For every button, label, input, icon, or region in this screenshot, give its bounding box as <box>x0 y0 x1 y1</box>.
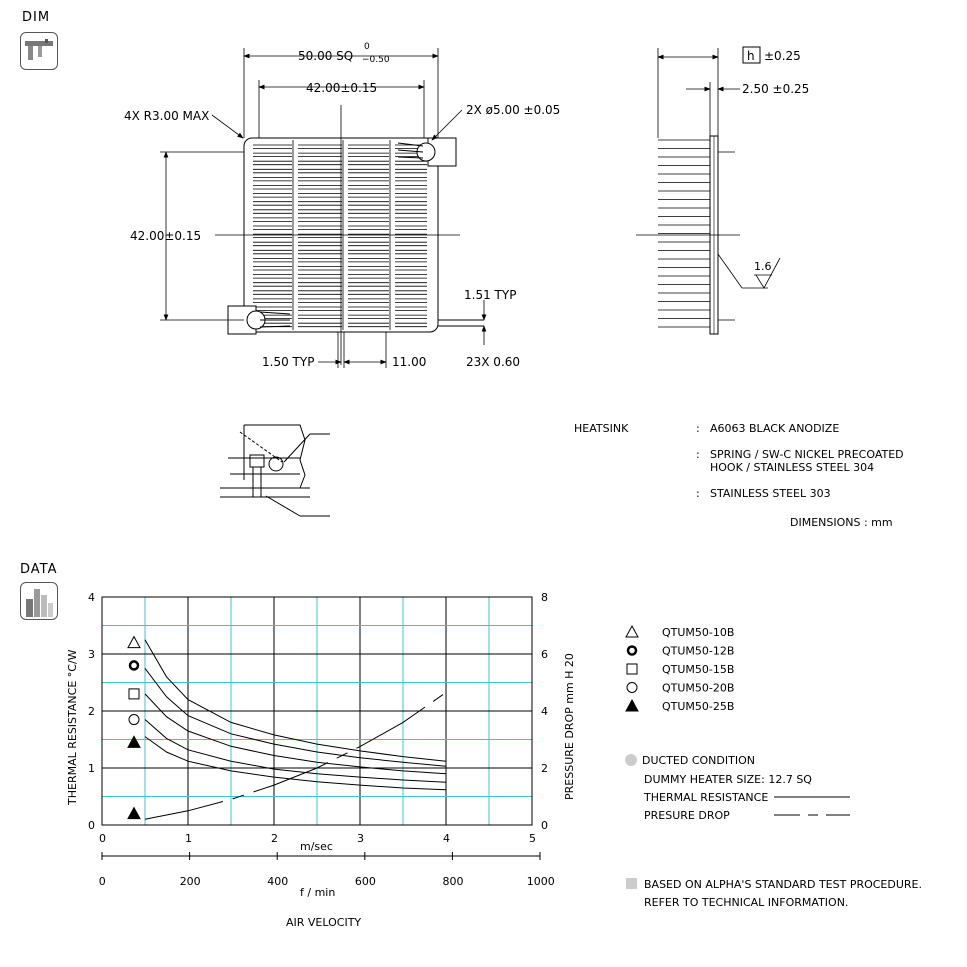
chart-curves <box>145 640 446 820</box>
material-heatsink-label: HEATSINK <box>574 422 629 435</box>
dim-pitch-h: 42.00±0.15 <box>306 81 378 95</box>
y-left-tick: 0 <box>88 819 95 832</box>
x-primary-label: m/sec <box>300 840 333 853</box>
y-left-tick: 2 <box>88 705 95 718</box>
y-left-tick: 4 <box>88 591 95 604</box>
chart-markers <box>128 637 140 819</box>
circle-open-marker <box>129 715 139 725</box>
square-open-legend-icon <box>627 664 637 674</box>
x-secondary-tick: 400 <box>267 875 289 888</box>
legend-label: QTUM50-15B <box>662 663 735 676</box>
y-left-label: THERMAL RESISTANCE °C/W <box>66 649 79 805</box>
circle-open-legend-icon <box>627 683 637 693</box>
triangle-open-marker <box>128 637 140 648</box>
performance-chart <box>66 591 576 929</box>
x-primary-tick: 3 <box>357 832 364 845</box>
triangle-filled-marker <box>128 808 140 819</box>
colon-1: : <box>696 422 700 435</box>
section-title-data: DATA <box>20 562 58 577</box>
material-heatsink-value: A6063 BLACK ANODIZE <box>710 422 840 435</box>
x-secondary-tick: 200 <box>179 875 201 888</box>
dimension-texts-side <box>742 47 809 273</box>
legend-label: QTUM50-25B <box>662 700 735 713</box>
material-spring-line2: HOOK / STAINLESS STEEL 304 <box>710 461 875 474</box>
x-primary-tick: 0 <box>99 832 106 845</box>
materials-table <box>574 422 904 529</box>
side-fins <box>658 140 710 327</box>
dim-surface-finish: 1.6 <box>754 260 772 273</box>
y-right-tick: 4 <box>541 705 548 718</box>
footnote-line1: BASED ON ALPHA'S STANDARD TEST PROCEDURE. <box>644 878 922 891</box>
footnote-line2: REFER TO TECHNICAL INFORMATION. <box>644 896 849 909</box>
square-open-marker <box>129 689 139 699</box>
thermal-curve-circle-open <box>145 720 446 783</box>
footnote-square-icon <box>626 878 637 889</box>
colon-2: : <box>696 448 700 461</box>
section-title-dim: DIM <box>22 10 51 25</box>
x-primary-tick: 1 <box>185 832 192 845</box>
test-conditions <box>625 754 922 909</box>
legend-label: QTUM50-10B <box>662 626 735 639</box>
dim-overall: 50.00 SQ <box>298 49 354 63</box>
x-title: AIR VELOCITY <box>286 916 362 929</box>
colon-3: : <box>696 487 700 500</box>
clip-detail <box>220 425 330 516</box>
triangle-filled-legend-icon <box>626 700 638 711</box>
x-primary-tick: 2 <box>271 832 278 845</box>
condition-thermal: THERMAL RESISTANCE <box>644 791 769 804</box>
triangle-open-legend-icon <box>626 626 638 637</box>
x-secondary-tick: 800 <box>442 875 464 888</box>
thermal-curve-triangle-filled <box>145 737 446 790</box>
chart-grid <box>102 597 532 825</box>
y-right-tick: 2 <box>541 762 548 775</box>
dim-corner-radius: 4X R3.00 MAX <box>124 109 210 123</box>
x-secondary-tick: 0 <box>98 875 106 888</box>
x-primary-tick: 5 <box>529 832 536 845</box>
units-note: DIMENSIONS : mm <box>790 516 893 529</box>
condition-ducted: DUCTED CONDITION <box>642 754 755 767</box>
dim-offset: 11.00 <box>392 355 427 369</box>
y-right-tick: 8 <box>541 591 548 604</box>
dim-fin-thickness: 23X 0.60 <box>466 355 521 369</box>
triangle-filled-marker <box>128 736 140 747</box>
circle-bold-marker <box>130 661 138 669</box>
y-left-tick: 1 <box>88 762 95 775</box>
condition-pressure: PRESURE DROP <box>644 809 730 822</box>
dim-fin-gap: 1.51 TYP <box>464 288 517 302</box>
condition-heater: DUMMY HEATER SIZE: 12.7 SQ <box>644 773 812 786</box>
dim-hole: 2X ø5.00 ±0.05 <box>466 103 561 117</box>
dimension-lines-top <box>160 48 484 368</box>
thermal-curve-triangle-open <box>145 640 446 761</box>
y-right-label: PRESSURE DROP mm H 20 <box>563 653 576 800</box>
dim-height-tol: ±0.25 <box>764 49 801 63</box>
chart-legend <box>626 626 734 713</box>
heatsink-top-view <box>215 105 484 365</box>
ducted-dot-icon <box>625 754 637 766</box>
x-secondary-tick: 1000 <box>526 875 555 888</box>
dim-height-symbol: h <box>747 49 755 63</box>
legend-label: QTUM50-20B <box>662 681 735 695</box>
y-right-tick: 6 <box>541 648 548 661</box>
material-screw-value: STAINLESS STEEL 303 <box>710 487 831 500</box>
x-secondary-label: f / min <box>300 886 336 899</box>
legend-label: QTUM50-12B <box>662 644 735 658</box>
y-left-tick: 3 <box>88 648 95 661</box>
dim-pitch-v: 42.00±0.15 <box>130 229 202 243</box>
dim-overall-tol-upper: 0 <box>364 42 370 52</box>
material-spring-line1: SPRING / SW-C NICKEL PRECOATED <box>710 448 904 461</box>
circle-bold-legend-icon <box>628 647 636 655</box>
y-right-tick: 0 <box>541 819 548 832</box>
dim-base-thickness: 2.50 ±0.25 <box>742 82 810 96</box>
dim-base-gap: 1.50 TYP <box>262 355 315 369</box>
x-primary-tick: 4 <box>443 832 450 845</box>
dim-overall-tol-lower: −0.50 <box>362 55 390 65</box>
x-secondary-tick: 600 <box>354 875 376 888</box>
